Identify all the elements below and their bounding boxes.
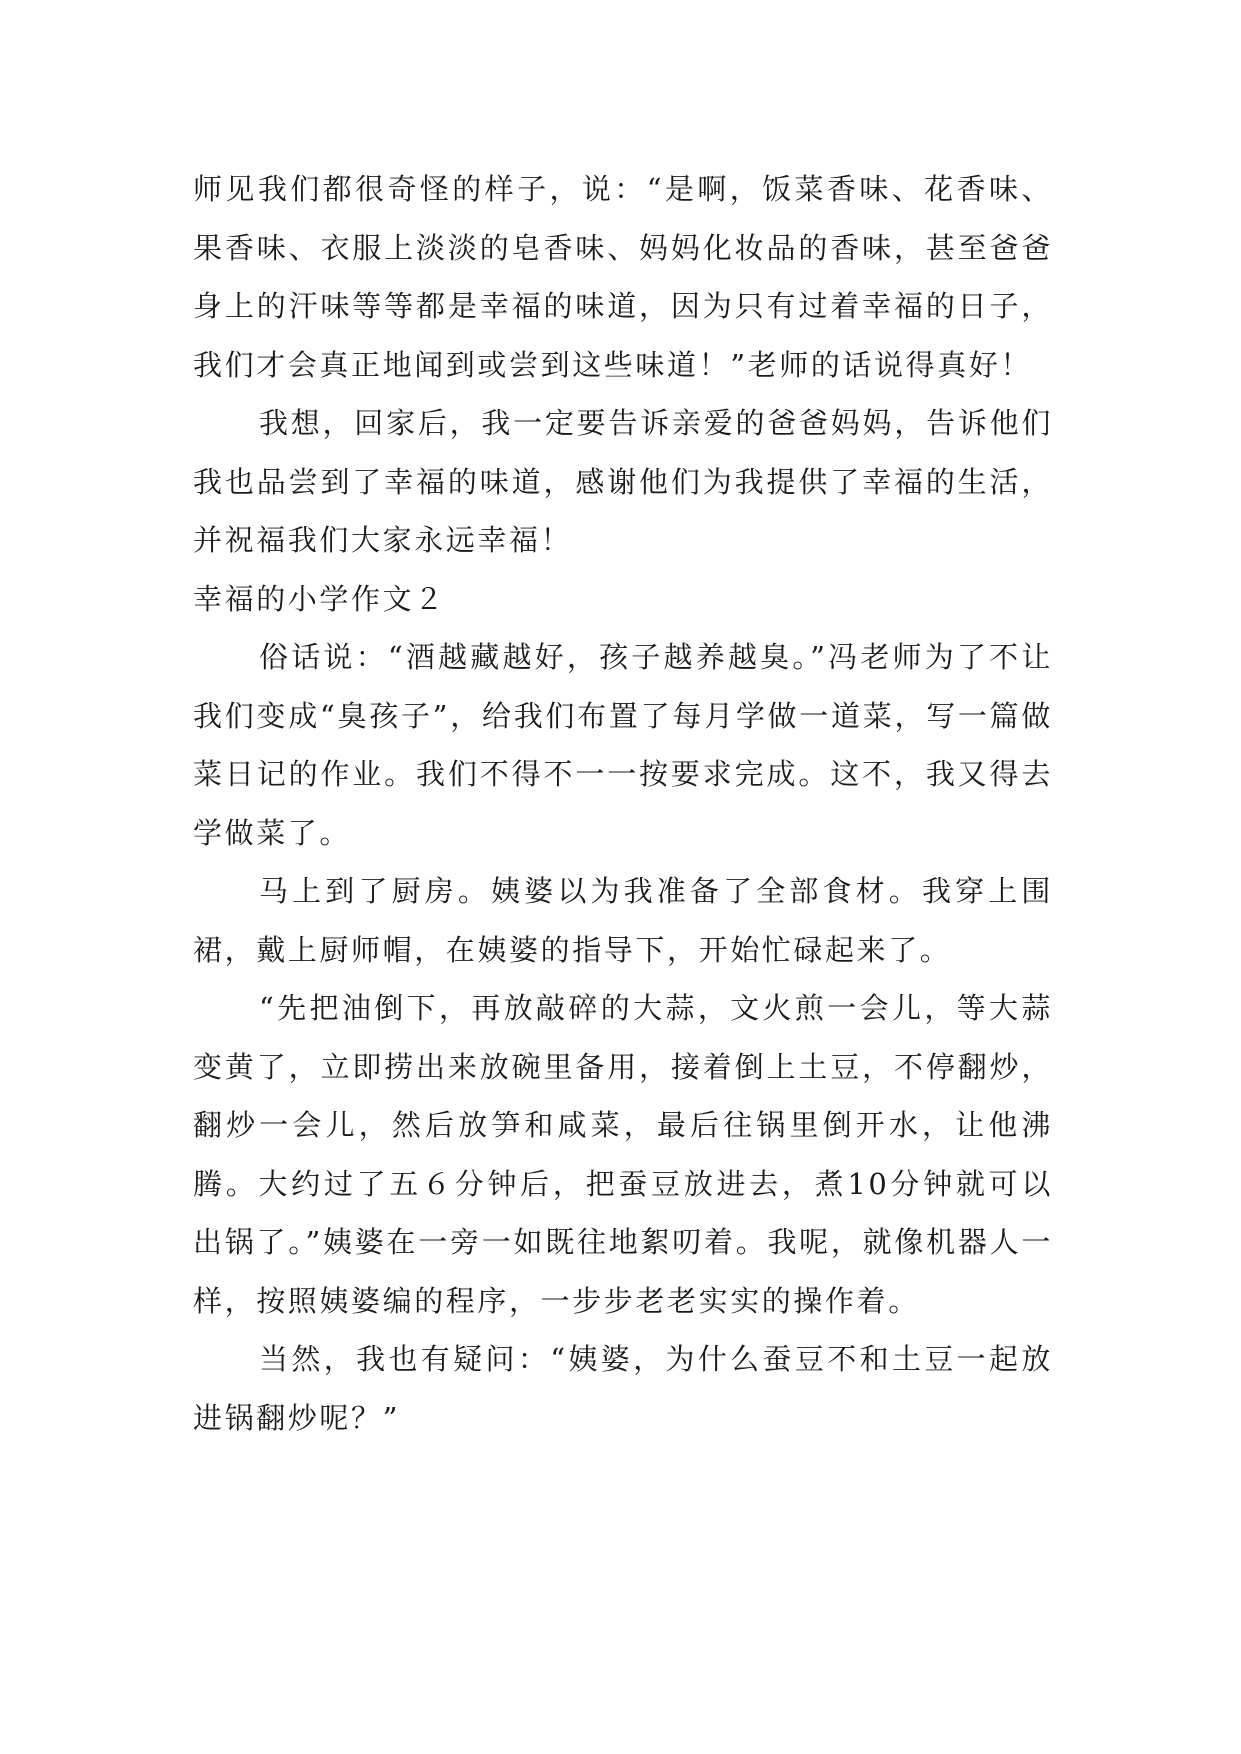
paragraph: 俗话说：“酒越藏越好，孩子越养越臭。”冯老师为了不让我们变成“臭孩子”，给我们布置了每月学做一道菜，写一篇做菜日记的作业。我们不得不一一按要求完成。这不，我又得去学做菜了。 (193, 640, 1053, 850)
paragraph: 当然，我也有疑问：“姨婆，为什么蚕豆不和土豆一起放进锅翻炒呢？” (193, 1342, 1053, 1435)
paragraph: 马上到了厨房。姨婆以为我准备了全部食材。我穿上围裙，戴上厨师帽，在姨婆的指导下，开始忙碌起来了。 (193, 874, 1053, 967)
paragraph: “先把油倒下，再放敲碎的大蒜，文火煎一会儿，等大蒜变黄了，立即捞出来放碗里备用，接着倒上土豆，不停翻炒，翻炒一会儿，然后放笋和咸菜，最后往锅里倒开水，让他沸腾。大约过了五６分钟后，把蚕豆放进去，煮10分钟就可以出锅了。”姨婆在一旁一如既往地絮叨着。我呢，就像机器人一样，按照姨婆编的程序，一步步老老实实的操作着。 (193, 991, 1053, 1318)
paragraph: 师见我们都很奇怪的样子，说：“是啊，饭菜香味、花香味、果香味、衣服上淡淡的皂香味、妈妈化妆品的香味，甚至爸爸身上的汗味等等都是幸福的味道，因为只有过着幸福的日子，我们才会真正地闻到或尝到这些味道！”老师的话说得真好！ (193, 172, 1053, 382)
section-title: 幸福的小学作文２ (193, 581, 446, 616)
paragraph: 我想，回家后，我一定要告诉亲爱的爸爸妈妈，告诉他们我也品尝到了幸福的味道，感谢他们为我提供了幸福的生活，并祝福我们大家永远幸福！ (193, 406, 1053, 557)
document-body (193, 160, 1053, 1447)
